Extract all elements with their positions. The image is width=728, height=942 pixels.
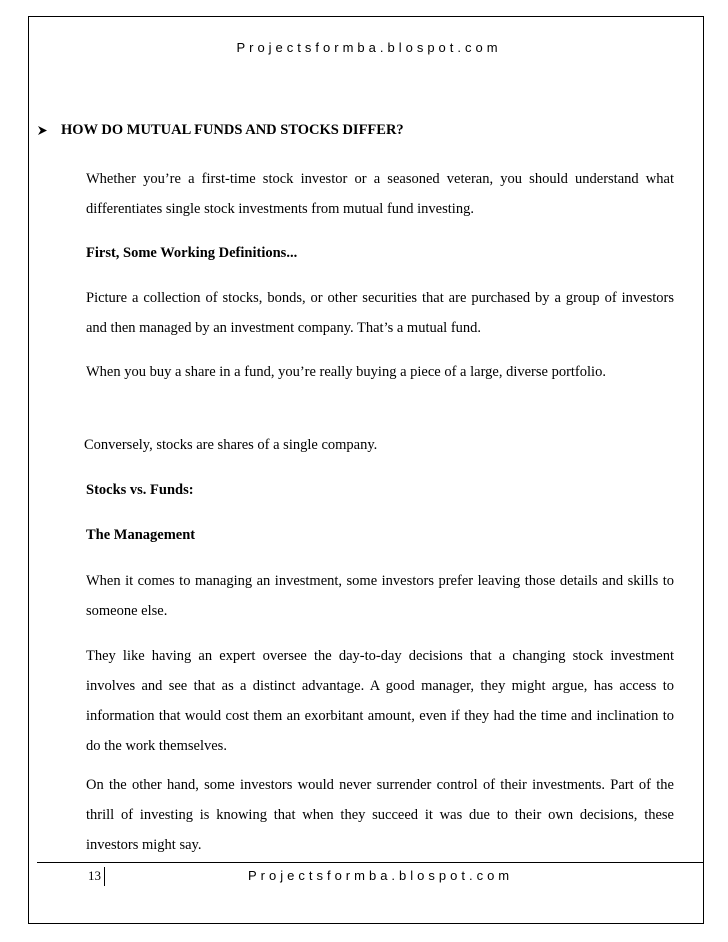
paragraph-intro: Whether you’re a first-time stock investor or a seasoned veteran, you should understand what differentiates single stock investments from mutual fund investing.	[86, 171, 674, 217]
subheading-stocks-vs-funds: Stocks vs. Funds:	[86, 482, 194, 498]
subheading-management: The Management	[86, 527, 196, 543]
paragraph-expert: They like having an expert oversee the day-to-day decisions that a changing stock investment involves and see that as a distinct advantage. A good manager, they might argue, has access to information that would cost them an exorbitant amount, even if they had the time and inclination to do the work themselves.	[86, 648, 674, 754]
page-footer: Projectsformba.blospot.com	[248, 868, 514, 883]
paragraph-share: When you buy a share in a fund, you’re really buying a piece of a large, diverse portfolio.	[86, 364, 606, 380]
paragraph-conversely: Conversely, stocks are shares of a single company.	[84, 437, 378, 453]
paragraph-picture: Picture a collection of stocks, bonds, or other securities that are purchased by a group of investors and then managed by an investment company. That’s a mutual fund.	[86, 290, 674, 336]
page-header: Projectsformba.blospot.com	[236, 40, 502, 55]
arrow-bullet-icon	[38, 126, 47, 135]
footer-rule	[37, 862, 703, 863]
page-number-divider	[104, 867, 105, 886]
section-heading	[38, 122, 404, 139]
paragraph-other-hand: On the other hand, some investors would never surrender control of their investments. Part of the thrill of investing is knowing that when they succeed it was due to their own decisions, these investors might say.	[86, 777, 674, 853]
paragraph-managing: When it comes to managing an investment, some investors prefer leaving those details and skills to someone else.	[86, 573, 674, 619]
page-number: 13	[88, 868, 101, 883]
subheading-definitions: First, Some Working Definitions...	[86, 245, 298, 261]
section-heading-text: HOW DO MUTUAL FUNDS AND STOCKS DIFFER?	[61, 122, 404, 138]
